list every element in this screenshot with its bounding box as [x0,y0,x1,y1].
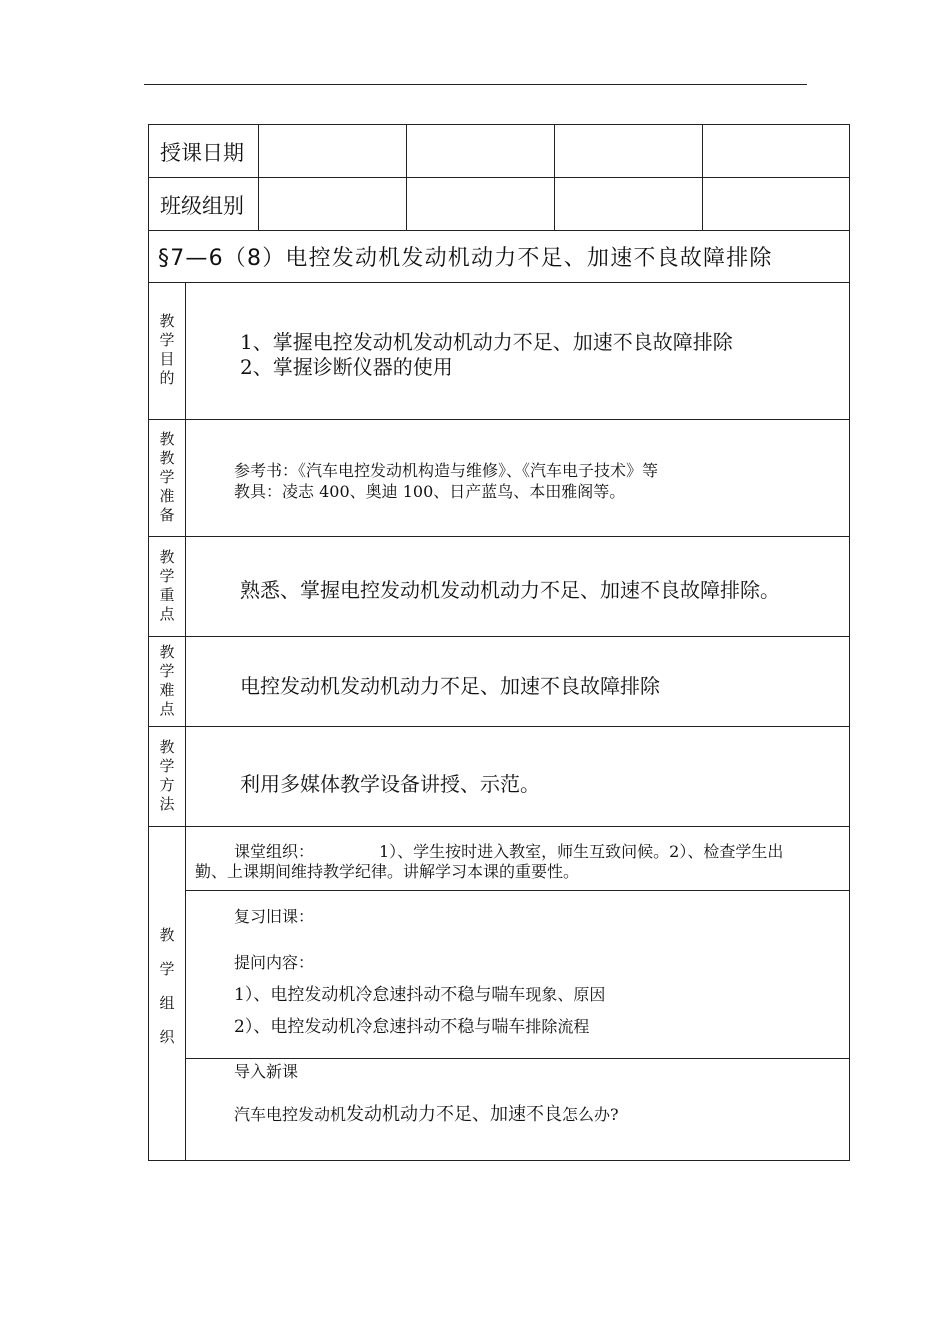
table-line [185,890,850,891]
table-line [148,230,850,231]
table-line [148,636,850,637]
classroom-organization-label: 课堂组织： [234,842,315,861]
table-line [702,124,703,231]
header-rule [144,84,807,85]
table-line [554,124,555,231]
key-points-label: 教 学 重 点 [159,548,175,623]
class-group-label: 班级组别 [160,194,244,218]
organization-label: 教 学 组 织 [159,926,175,1046]
key-points-text: 熟悉、掌握电控发动机发动机动力不足、加速不良故障排除。 [240,578,780,602]
table-line [148,726,850,727]
table-line [258,124,259,231]
table-line [148,124,850,125]
date-label: 授课日期 [160,141,244,165]
objective-line-1: 1、掌握电控发动机发动机动力不足、加速不良故障排除 [240,330,733,354]
method-label: 教 学 方 法 [159,738,175,813]
preparation-references: 参考书：《汽车电控发动机构造与维修》、《汽车电子技术》等 [234,461,659,480]
lesson-title: §7—6（8）电控发动机发动机动力不足、加速不良故障排除 [158,246,773,271]
difficulties-text: 电控发动机发动机动力不足、加速不良故障排除 [240,674,660,698]
table-line [406,124,407,231]
question-1: 1）、电控发动机冷怠速抖动不稳与喘车现象、原因 [234,985,606,1005]
question-2: 2）、电控发动机冷怠速抖动不稳与喘车排除流程 [234,1017,590,1037]
classroom-organization-line-1: 1）、学生按时进入教室，师生互致问候。2）、检查学生出 [379,842,784,861]
review-label: 复习旧课： [234,907,315,926]
table-line [148,177,850,178]
difficulties-label: 教 学 难 点 [159,643,175,718]
preparation-label: 教 教 学 准 备 [159,430,175,524]
table-line [148,419,850,420]
preparation-equipment: 教具：凌志 400、奥迪 100、日产蓝鸟、本田雅阁等。 [234,482,626,501]
table-line [849,124,850,1161]
table-line [148,536,850,537]
table-line [148,124,149,1161]
question-label: 提问内容： [234,953,315,972]
method-text: 利用多媒体教学设备讲授、示范。 [240,772,540,796]
objective-line-2: 2、掌握诊断仪器的使用 [240,355,453,379]
table-line [185,282,186,1161]
table-line [148,826,850,827]
objective-label: 教 学 目 的 [159,312,175,387]
intro-text: 汽车电控发动机发动机动力不足、加速不良怎么办? [234,1104,619,1125]
intro-label: 导入新课 [234,1062,299,1081]
table-line [148,1160,850,1161]
table-line [148,282,850,283]
classroom-organization-line-2: 勤、上课期间维持教学纪律。讲解学习本课的重要性。 [195,862,580,881]
